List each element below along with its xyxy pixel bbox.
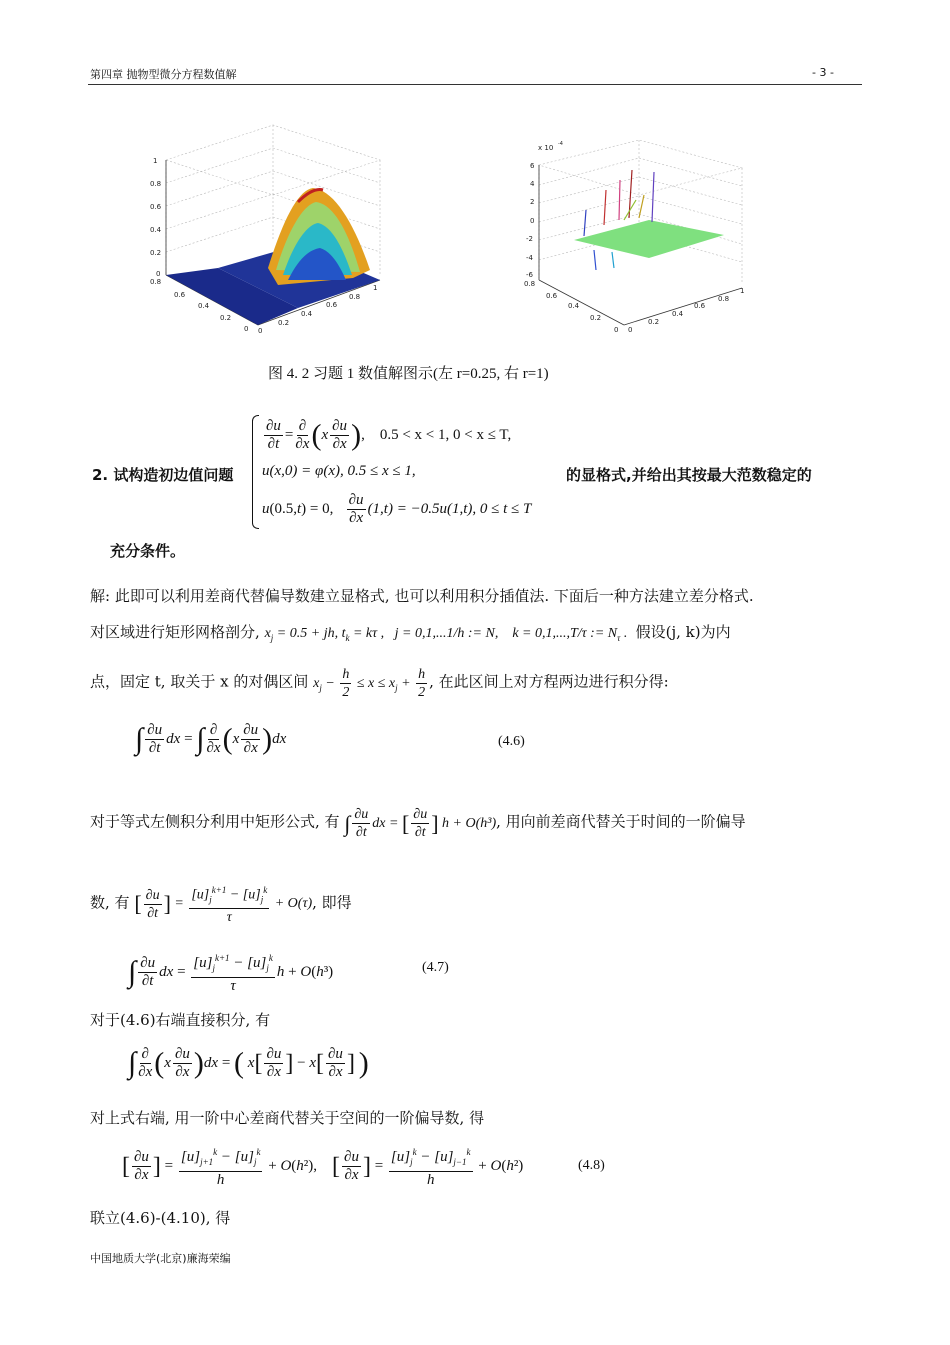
- equation-4-8: [ $\frac{\partial u}{\partial x}$ ] = $\frac{[u]_{j+1}^k - [u]_j^k}{h}$ + O(h²), [ $\frac{\partial u}{\partial x}$ ] = $\frac{[u]_j^k - [u]_{j-1}^k}{h}$ + O(h²): [122, 1144, 523, 1189]
- paragraph-3: 点，固定 t, 取关于 x 的对偶区间 $x_j$ − $\frac{h}{2}$ ≤ $x \le x_j$ + $\frac{h}{2}$ , 在此区间上对方程两边进行积分得:: [90, 667, 669, 700]
- figure-caption: 图 4. 2 习题 1 数值解图示(左 r=0.25, 右 r=1): [268, 366, 549, 382]
- svg-text:0.8: 0.8: [718, 295, 730, 303]
- boundary-condition: u(0.5,t) = 0, $\frac{\partial u}{\partial x}$ (1,t) = −0.5u(1,t), 0 ≤ t ≤ T: [262, 492, 532, 526]
- svg-text:1: 1: [373, 284, 378, 292]
- paragraph-2a: 对区域进行矩形网格剖分,: [90, 623, 260, 641]
- problem-lead: 试构造初边值问题: [113, 466, 234, 484]
- paragraph-7: 对上式右端, 用一阶中心差商代替关于空间的一阶偏导数, 得: [90, 1109, 485, 1127]
- header-rule: [88, 84, 862, 85]
- paragraph-3a: 点，固定 t, 取关于 x 的对偶区间: [90, 672, 309, 691]
- svg-text:-6: -6: [526, 271, 533, 279]
- svg-text:0.6: 0.6: [694, 302, 706, 310]
- svg-text:0.4: 0.4: [301, 310, 313, 318]
- svg-text:0.6: 0.6: [150, 203, 162, 211]
- paragraph-8: 联立(4.6)-(4.10), 得: [90, 1209, 231, 1227]
- svg-text:0: 0: [156, 270, 161, 278]
- paragraph-4a: 对于等式左侧积分利用中矩形公式, 有: [90, 812, 340, 831]
- paragraph-3b: , 在此区间上对方程两边进行积分得:: [429, 672, 669, 691]
- svg-text:4: 4: [530, 180, 535, 188]
- svg-text:0.6: 0.6: [326, 301, 338, 309]
- equation-4-6: ∫ $\frac{\partial u}{\partial t}$ dx = ∫ $\frac{\partial}{\partial x}$ (x $\frac{\partial u}{\partial x}$ )dx: [135, 722, 287, 756]
- right-surface-plot: [524, 140, 754, 340]
- eqno-4-7: (4.7): [422, 960, 449, 975]
- svg-text:0.4: 0.4: [672, 310, 684, 318]
- pde-equation: $\frac{\partial u}{\partial t}$ = $\frac{\partial}{\partial x}$ (x $\frac{\partial u}{\partial x}$ ), 0.5 < x < 1, 0 < x ≤ T,: [266, 418, 512, 452]
- eqno-4-8: (4.8): [578, 1158, 605, 1173]
- svg-text:0: 0: [614, 326, 619, 334]
- svg-text:0.6: 0.6: [546, 292, 558, 300]
- boundary-condition-tail: (1,t) = −0.5u(1,t), 0 ≤ t ≤ T: [367, 500, 532, 517]
- svg-text:0: 0: [244, 325, 249, 333]
- paragraph-2: 对区域进行矩形网格剖分, $x_j = 0.5$ + jh, $t_k = k\tau$ , j = 0,1,...1/h := N, k = 0,1,...,T/τ := $N_\tau$ . 假设(j, k)为内: [90, 623, 731, 643]
- svg-text:1: 1: [740, 287, 745, 295]
- svg-text:1: 1: [153, 157, 158, 165]
- paragraph-1: 解: 此即可以利用差商代替偏导数建立显格式, 也可以利用积分插值法. 下面后一种方法建立差分格式.: [90, 587, 754, 605]
- svg-text:0.6: 0.6: [174, 291, 186, 299]
- svg-text:0.4: 0.4: [568, 302, 580, 310]
- page-number: - 3 -: [812, 66, 834, 79]
- chapter-header: 第四章 抛物型微分方程数值解: [90, 68, 237, 81]
- problem-number: [92, 464, 233, 485]
- svg-text:0.4: 0.4: [198, 302, 210, 310]
- problem-tail: 的显格式,并给出其按最大范数稳定的: [566, 466, 812, 484]
- problem-number-text: 2.: [92, 466, 109, 484]
- paragraph-2b: 假设(j, k)为内: [635, 623, 731, 641]
- paragraph-4b: , 用向前差商代替关于时间的一阶偏导: [496, 812, 746, 831]
- svg-text:0: 0: [530, 217, 535, 225]
- svg-text:0.2: 0.2: [278, 319, 290, 327]
- left-surface-plot: [148, 120, 388, 342]
- paragraph-4: 对于等式左侧积分利用中矩形公式, 有 ∫ $\frac{\partial u}{\partial t}$ dx = [ $\frac{\partial u}{\partial t}$ ] h + O(h³), 用向前差商代替关于时间的一阶偏导: [90, 807, 746, 840]
- svg-text:2: 2: [530, 198, 535, 206]
- paragraph-5b: , 即得: [312, 893, 352, 912]
- svg-text:0.8: 0.8: [349, 293, 361, 301]
- svg-text:0.8: 0.8: [150, 180, 162, 188]
- paragraph-6: 对于(4.6)右端直接积分, 有: [90, 1011, 271, 1029]
- equation-4-7: ∫ $\frac{\partial u}{\partial t}$ dx = $\frac{[u]_j^{k+1} - [u]_j^k}{\tau}$ h + O(h³): [128, 950, 333, 995]
- system-brace: [252, 415, 259, 529]
- svg-text:-4: -4: [558, 141, 563, 147]
- eqno-4-6: (4.6): [498, 734, 525, 749]
- paragraph-5a: 数, 有: [90, 893, 130, 912]
- svg-text:0.2: 0.2: [648, 318, 660, 326]
- svg-text:-4: -4: [526, 254, 533, 262]
- svg-text:6: 6: [530, 162, 535, 170]
- equation-integral-rhs: ∫ $\frac{\partial}{\partial x}$ (x $\frac{\partial u}{\partial x}$ )dx = ( x[ $\frac{\partial u}{\partial x}$ ] − x[ $\frac{\partial u}{\partial x}$ ] ): [128, 1046, 369, 1080]
- footer: 中国地质大学(北京)廉海荣编: [90, 1252, 231, 1265]
- svg-text:0: 0: [628, 326, 633, 334]
- initial-condition: u(x,0) = φ(x), 0.5 ≤ x ≤ 1,: [262, 463, 416, 479]
- svg-text:0.4: 0.4: [150, 226, 162, 234]
- svg-text:0.2: 0.2: [590, 314, 602, 322]
- svg-text:0.2: 0.2: [150, 249, 162, 257]
- problem-tail2: 充分条件。: [110, 542, 186, 560]
- svg-text:0.8: 0.8: [150, 278, 162, 286]
- pde-condition: 0.5 < x < 1, 0 < x ≤ T,: [379, 426, 512, 443]
- svg-text:0: 0: [258, 327, 263, 335]
- svg-text:0.8: 0.8: [524, 280, 536, 288]
- svg-text:x 10: x 10: [538, 144, 554, 152]
- svg-text:0.2: 0.2: [220, 314, 232, 322]
- paragraph-5: 数, 有 [ $\frac{\partial u}{\partial t}$ ] = $\frac{[u]_j^{k+1} - [u]_j^k}{\tau}$ + O(τ), 即得: [90, 882, 352, 926]
- svg-text:-2: -2: [526, 235, 533, 243]
